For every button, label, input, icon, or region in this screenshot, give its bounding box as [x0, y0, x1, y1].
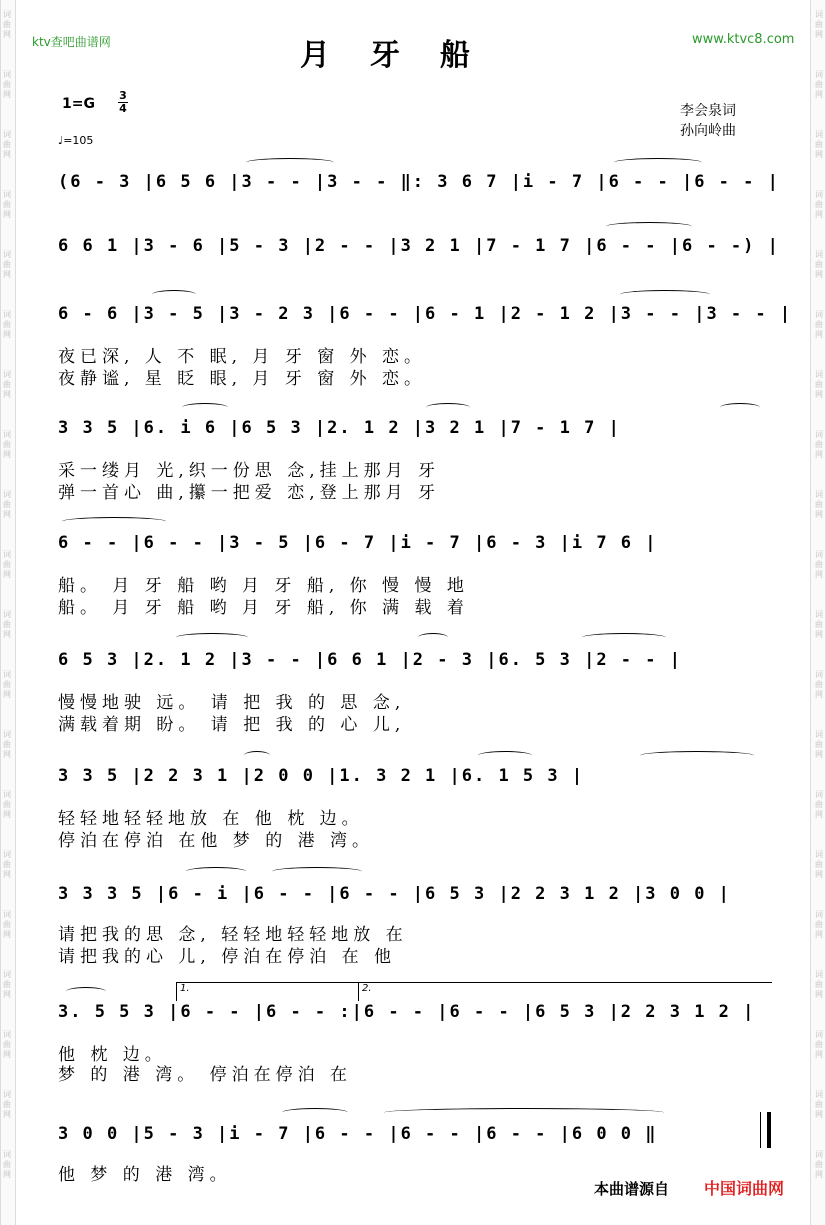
slur [606, 222, 692, 231]
slur [66, 987, 106, 996]
source-label: 本曲谱源自 [594, 1180, 670, 1198]
watermark-text: 词 曲 网 [3, 790, 11, 819]
volta-first-ending [176, 982, 360, 1001]
time-signature-top: 3 [119, 89, 127, 102]
lyric-row-8-verse-1: 请把我的思 念, 轻轻地轻轻地放 在 [58, 925, 408, 945]
score-row-4: 3 3 5 |6. i 6 |6 5 3 |2. 1 2 |3 2 1 |7 - 1 7 | [58, 418, 621, 438]
watermark-text: 词 曲 网 [3, 490, 11, 519]
watermark-text: 词 曲 网 [815, 370, 823, 399]
score-row-7: 3 3 5 |2 2 3 1 |2 0 0 |1. 3 2 1 |6. 1 5 3 | [58, 766, 585, 786]
volta-first-label: 1. [180, 983, 190, 994]
watermark-text: 词 曲 网 [3, 1030, 11, 1059]
watermark-text: 词 曲 网 [3, 250, 11, 279]
watermark-text: 词 曲 网 [3, 730, 11, 759]
slur [152, 290, 196, 299]
watermark-text: 词 曲 网 [815, 850, 823, 879]
composer-credit: 孙向岭曲 [680, 123, 736, 139]
watermark-text: 词 曲 网 [815, 1030, 823, 1059]
lyric-row-3-verse-1: 夜已深, 人 不 眠, 月 牙 窗 外 恋。 [58, 347, 427, 367]
source-name: 中国词曲网 [704, 1179, 785, 1198]
lyric-row-7-verse-1: 轻轻地轻轻地放 在 他 枕 边。 [58, 809, 364, 829]
lyric-row-8-verse-2: 请把我的心 儿, 停泊在停泊 在 他 [58, 947, 397, 967]
time-signature [118, 90, 128, 115]
slur [620, 290, 710, 299]
volta-second-label: 2. [362, 983, 372, 994]
lyric-row-9-verse-2: 梦 的 港 湾。 停泊在停泊 在 [58, 1065, 353, 1085]
watermark-text: 词 曲 网 [3, 370, 11, 399]
watermark-text: 词 曲 网 [815, 430, 823, 459]
slur [272, 867, 362, 876]
slur [418, 633, 448, 642]
score-row-2: 6 6 1 |3 - 6 |5 - 3 |2 - - |3 2 1 |7 - 1 7 |6 - - |6 - -) | [58, 236, 780, 256]
watermark-text: 词 曲 网 [3, 10, 11, 39]
watermark-text: 词 曲 网 [815, 1150, 823, 1179]
slur [176, 633, 248, 642]
lyric-row-6-verse-1: 慢慢地驶 远。 请 把 我 的 思 念, [58, 693, 406, 713]
watermark-text: 词 曲 网 [3, 850, 11, 879]
watermark-text: 词 曲 网 [3, 130, 11, 159]
watermark-text: 词 曲 网 [3, 610, 11, 639]
slur [720, 403, 760, 412]
lyric-row-4-verse-2: 弹一首心 曲,攥一把爱 恋,登上那月 牙 [58, 483, 441, 503]
slur [282, 1108, 348, 1117]
score-row-10: 3 0 0 |5 - 3 |i - 7 |6 - - |6 - - |6 - - |6 0 0 ‖ [58, 1124, 658, 1144]
watermark-text: 词 曲 网 [3, 910, 11, 939]
score-row-1: (6 - 3 |6 5 6 |3 - - |3 - - ‖: 3 6 7 |i - 7 |6 - - |6 - - | [58, 172, 780, 192]
lyric-row-5-verse-2: 船。 月 牙 船 哟 月 牙 船, 你 满 载 着 [58, 598, 469, 618]
slur [244, 751, 270, 760]
watermark-text: 词 曲 网 [3, 670, 11, 699]
lyric-row-10: 他 梦 的 港 湾。 [58, 1165, 232, 1185]
watermark-text: 词 曲 网 [815, 490, 823, 519]
watermark-text: 词 曲 网 [3, 190, 11, 219]
slur [640, 751, 754, 760]
score-row-3: 6 - 6 |3 - 5 |3 - 2 3 |6 - - |6 - 1 |2 - 1 2 |3 - - |3 - - | [58, 304, 793, 324]
lyric-row-3-verse-2: 夜静谧, 星 眨 眼, 月 牙 窗 外 恋。 [58, 369, 427, 389]
score-row-9: 3. 5 5 3 |6 - - |6 - - :|6 - - |6 - - |6 5 3 |2 2 3 1 2 | [58, 1002, 756, 1022]
watermark-text: 词 曲 网 [815, 310, 823, 339]
watermark-text: 词 曲 网 [815, 190, 823, 219]
watermark-text: 词 曲 网 [815, 1090, 823, 1119]
lyric-row-5-verse-1: 船。 月 牙 船 哟 月 牙 船, 你 慢 慢 地 [58, 576, 469, 596]
slur [186, 867, 246, 876]
watermark-text: 词 曲 网 [815, 610, 823, 639]
site-right-url: www.ktvc8.com [692, 32, 795, 47]
lyric-row-9-verse-1: 他 枕 边。 [58, 1045, 167, 1065]
watermark-text: 词 曲 网 [815, 130, 823, 159]
site-left-label: ktv查吧曲谱网 [32, 35, 111, 49]
score-row-5: 6 - - |6 - - |3 - 5 |6 - 7 |i - 7 |6 - 3 |i 7 6 | [58, 533, 658, 553]
tempo-marking: ♩=105 [58, 134, 94, 147]
key-signature: 1=G [62, 96, 95, 112]
time-signature-bottom: 4 [119, 102, 127, 115]
lyric-row-6-verse-2: 满载着期 盼。 请 把 我 的 心 儿, [58, 715, 406, 735]
slur [426, 403, 470, 412]
watermark-text: 词 曲 网 [3, 430, 11, 459]
slur [182, 403, 228, 412]
slur [614, 158, 702, 167]
slur [582, 633, 666, 642]
watermark-text: 词 曲 网 [815, 970, 823, 999]
watermark-text: 词 曲 网 [815, 730, 823, 759]
lyricist-credit: 李会泉词 [680, 103, 736, 119]
watermark-text: 词 曲 网 [815, 10, 823, 39]
final-barline [760, 1112, 771, 1148]
song-title: 月牙船 [300, 38, 510, 73]
watermark-text: 词 曲 网 [3, 1150, 11, 1179]
score-row-8: 3 3 3 5 |6 - i |6 - - |6 - - |6 5 3 |2 2 3 1 2 |3 0 0 | [58, 884, 731, 904]
score-row-6: 6 5 3 |2. 1 2 |3 - - |6 6 1 |2 - 3 |6. 5 3 |2 - - | [58, 650, 682, 670]
slur [246, 158, 334, 167]
watermark-text: 词 曲 网 [3, 1090, 11, 1119]
volta-second-ending [358, 982, 772, 1001]
watermark-text: 词 曲 网 [815, 790, 823, 819]
lyric-row-7-verse-2: 停泊在停泊 在他 梦 的 港 湾。 [58, 831, 375, 851]
slur [62, 517, 166, 526]
lyric-row-4-verse-1: 采一缕月 光,织一份思 念,挂上那月 牙 [58, 461, 441, 481]
slur [478, 751, 532, 760]
watermark-text: 词 曲 网 [815, 910, 823, 939]
watermark-text: 词 曲 网 [815, 550, 823, 579]
watermark-text: 词 曲 网 [3, 310, 11, 339]
watermark-text: 词 曲 网 [3, 70, 11, 99]
watermark-text: 词 曲 网 [815, 70, 823, 99]
slur [384, 1108, 664, 1117]
watermark-text: 词 曲 网 [3, 550, 11, 579]
watermark-text: 词 曲 网 [815, 670, 823, 699]
watermark-text: 词 曲 网 [3, 970, 11, 999]
watermark-text: 词 曲 网 [815, 250, 823, 279]
